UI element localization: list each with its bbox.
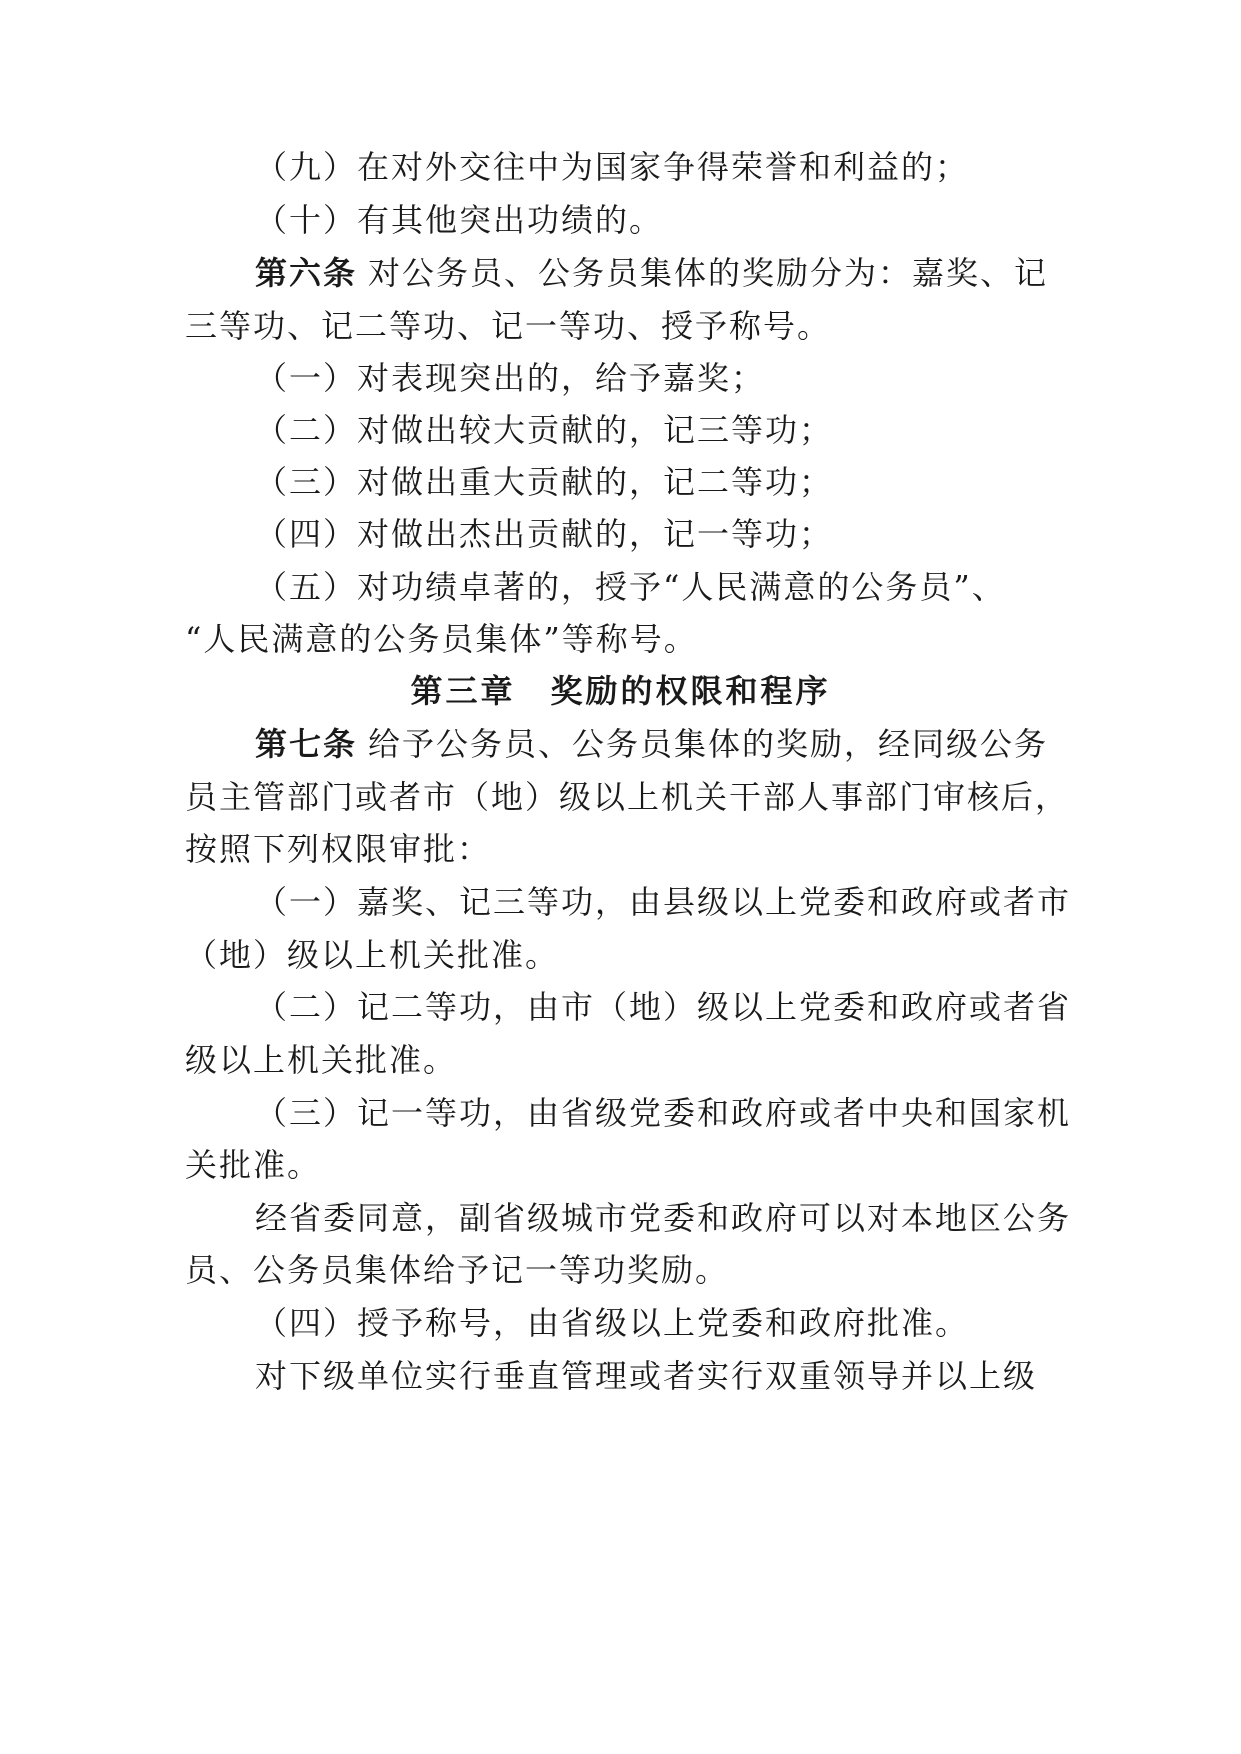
article-6-item-5-cont: “人民满意的公务员集体”等称号。 [185, 620, 698, 658]
article-7-text-cont-1: 员主管部门或者市（地）级以上机关干部人事部门审核后， [185, 778, 1070, 816]
sub-province-paragraph-cont: 员、公务员集体给予记一等功奖励。 [185, 1251, 730, 1289]
article-7-item-3-cont: 关批准。 [185, 1146, 322, 1184]
article-7-text-cont-2: 按照下列权限审批： [185, 830, 492, 868]
item-9-line: （九）在对外交往中为国家争得荣誉和利益的； [255, 148, 970, 186]
article-6-label: 第六条 [255, 254, 358, 292]
article-6-item-3: （三）对做出重大贡献的，记二等功； [255, 463, 834, 501]
sub-province-paragraph: 经省委同意，副省级城市党委和政府可以对本地区公务 [255, 1199, 1072, 1237]
article-6-item-4: （四）对做出杰出贡献的，记一等功； [255, 515, 834, 553]
article-6-text-cont: 三等功、记二等功、记一等功、授予称号。 [185, 307, 832, 345]
article-7-item-3: （三）记一等功，由省级党委和政府或者中央和国家机 [255, 1094, 1072, 1132]
article-7-text: 给予公务员、公务员集体的奖励，经同级公务 [368, 725, 1049, 763]
article-7-item-1-cont: （地）级以上机关批准。 [185, 936, 560, 974]
vertical-management-paragraph: 对下级单位实行垂直管理或者实行双重领导并以上级 [255, 1357, 1038, 1395]
article-7-item-4: （四）授予称号，由省级以上党委和政府批准。 [255, 1304, 970, 1342]
article-7-item-2: （二）记二等功，由市（地）级以上党委和政府或者省 [255, 988, 1072, 1026]
article-7-item-2-cont: 级以上机关批准。 [185, 1041, 458, 1079]
item-10-line: （十）有其他突出功绩的。 [255, 201, 664, 239]
article-6-item-2: （二）对做出较大贡献的，记三等功； [255, 411, 834, 449]
article-6-item-1: （一）对表现突出的，给予嘉奖； [255, 359, 766, 397]
chapter-3-heading: 第三章 奖励的权限和程序 [410, 672, 831, 710]
article-7-label: 第七条 [255, 725, 358, 763]
article-7-item-1: （一）嘉奖、记三等功，由县级以上党委和政府或者市 [255, 883, 1072, 921]
article-6-item-5: （五）对功绩卓著的，授予“人民满意的公务员”、 [255, 568, 1006, 606]
article-6-text: 对公务员、公务员集体的奖励分为：嘉奖、记 [368, 254, 1049, 292]
